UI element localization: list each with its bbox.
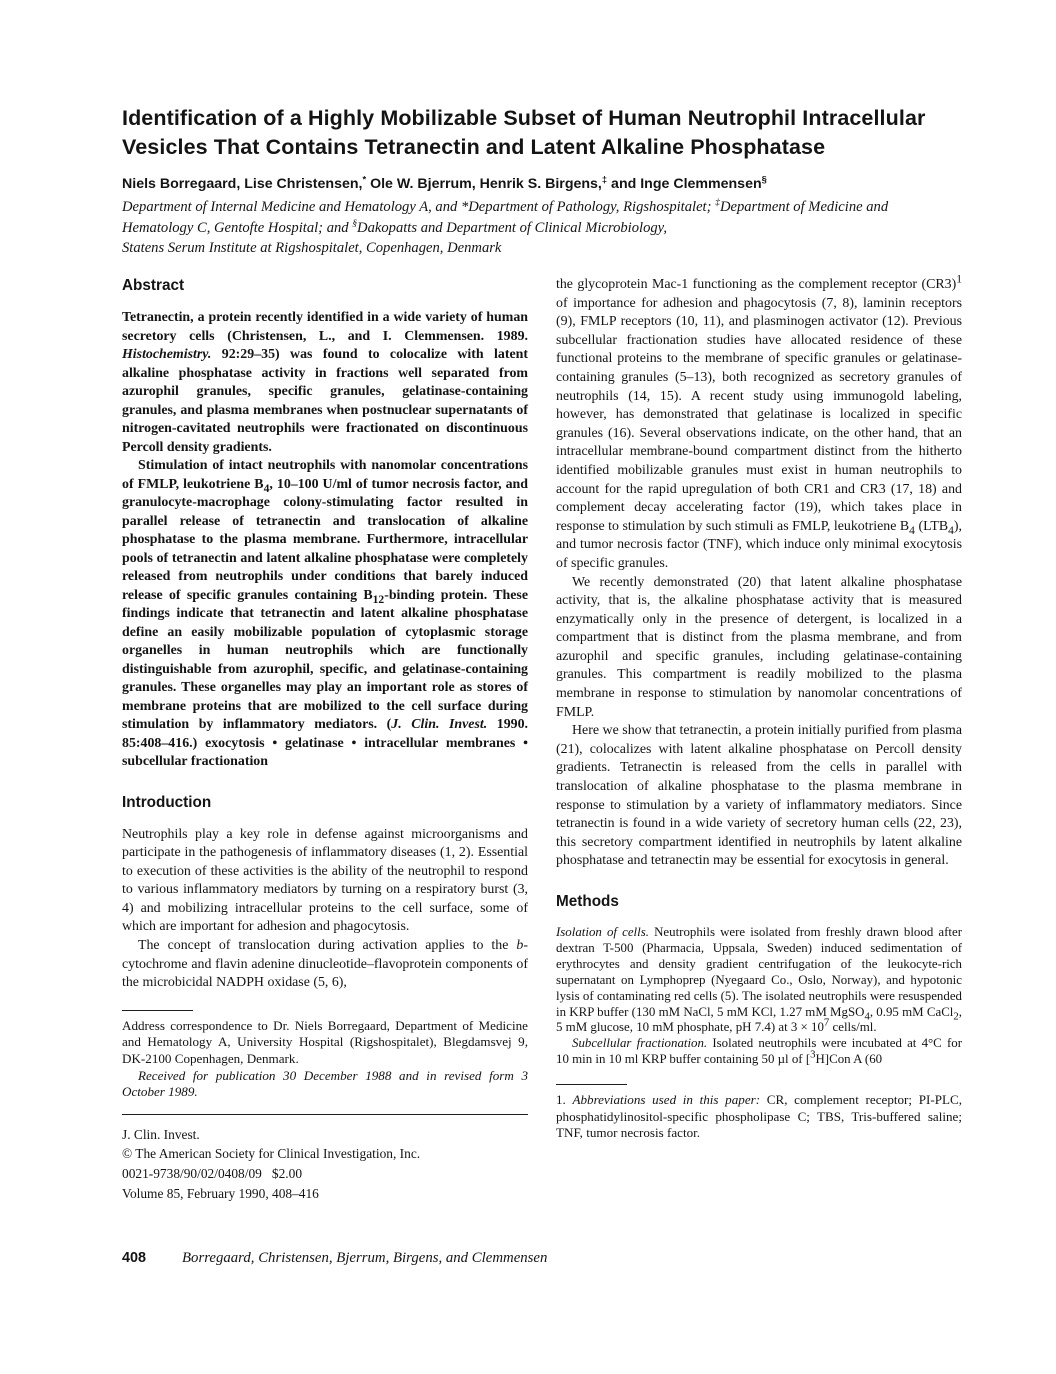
article-header <box>122 104 1022 259</box>
abstract-paragraph-1: Tetranectin, a protein recently identified in a wide variety of human secretory cells (Christensen, L., and I. Clemmensen. 1989. Histochemistry. 92:29–35) was found to colocalize with latent alkaline phosphatase activity in fractions well separated from azurophil granules, specific granules, gelatinase-containing granules, and plasma membranes when postnuclear supernatants of nitrogen-cavitated neutrophils were fractionated on discontinuous Percoll density gradients. <box>122 310 528 455</box>
volume-line: Volume 85, February 1990, 408–416 <box>122 1185 319 1201</box>
affiliation-line-1: Department of Internal Medicine and Hematology A, and *Department of Pathology, Rigshospitalet; ‡Department of Medicine and <box>122 197 889 215</box>
correspondence-address: Address correspondence to Dr. Niels Borregaard, Department of Medicine and Hematology A, University Hospital (Rigshospitalet), Blegdamsvej 9, DK-2100 Copenhagen, Denmark. <box>122 1017 528 1067</box>
introduction-paragraph-2: The concept of translocation during activation applies to the b-cytochrome and flavin adenine dinucleotide–flavoprotein components of the microbicidal NADPH oxidase (5, 6), <box>122 938 528 991</box>
journal-block-rule <box>122 1114 528 1115</box>
copyright-line: © The American Society for Clinical Investigation, Inc. <box>122 1146 421 1162</box>
abstract-paragraph-2: Stimulation of intact neutrophils with nanomolar concentrations of FMLP, leukotriene $B_4$, 10–100 U/ml of tumor necrosis factor, and granulocyte-macrophage colony-stimulating factor resulted in parallel release of tetranectin and translocation of alkaline phosphatase to the plasma membrane. Furthermore, intracellular pools of tetranectin and latent alkaline phosphatase were completely released from neutrophils under conditions that barely induced release of specific granules containing $B_{12}$-binding protein. These findings indicate that tetranectin and latent alkaline phosphatase define an easily mobilizable population of cytoplasmic storage organelles in human neutrophils which are functionally distinguishable from azurophil, specific, and gelatinase-containing granules. These organelles may play an important role as stores of membrane proteins that are mobilized to the cell surface during stimulation by inflammatory mediators. (J. Clin. Invest. 1990. 85:408–416.) exocytosis • gelatinase • intracellular membranes • subcellular fractionation <box>122 458 529 769</box>
introduction-paragraph-5: Here we show that tetranectin, a protein initially purified from plasma (21), colocalizes with latent alkaline phosphatase on Percoll density gradients. Tetranectin is released from the cells in parallel with translocation of alkaline phosphatase to the plasma membrane in response to stimulation by a variety of inflammatory mediators. Since tetranectin is found in a wide variety of secretory human cells (22, 23), this secretory compartment identified in neutrophils by latent alkaline phosphatase and tetranectin may be essential for exocytosis in general. <box>556 723 962 869</box>
journal-imprint-block <box>122 1125 528 1203</box>
two-column-body <box>122 272 963 1203</box>
methods-heading: Methods <box>556 893 619 910</box>
abstract-heading: Abstract <box>122 277 185 294</box>
footnote-rule <box>556 1084 627 1085</box>
running-authors: Borregaard, Christensen, Bjerrum, Birgens, and Clemmensen <box>182 1250 548 1266</box>
footnote-rule <box>122 1010 193 1011</box>
left-column <box>122 276 528 1203</box>
issn-price-line: 0021-9738/90/02/0408/09 $2.00 <box>122 1166 303 1181</box>
abbreviations-text: 1. Abbreviations used in this paper: CR, complement receptor; PI-PLC, phosphatidylinositol-specific phospholipase C; TBS, Tris-buffered saline; TNF, tumor necrosis factor. <box>556 1092 962 1141</box>
affiliation-line-3: Statens Serum Institute at Rigshospitalet, Copenhagen, Denmark <box>122 240 502 256</box>
article-title: Identification of a Highly Mobilizable Subset of Human Neutrophil Intracellular Vesicles That Contains Tetranectin and Latent Alkaline Phosphatase <box>122 106 926 159</box>
methods-paragraph-2: Subcellular fractionation. Isolated neutrophils were incubated at 4°C for 10 min in 10 ml KRP buffer containing 50 µl of [$^3$H]Con A (60 <box>556 1036 962 1067</box>
introduction-paragraph-3: the glycoprotein Mac-1 functioning as the complement receptor $(CR3)^1$ of importance for adhesion and phagocytosis (7, 8), laminin receptors (9), FMLP receptors (10, 11), and plasminogen activator (12). Previous subcellular fractionation studies have allocated residence of these functional proteins to the membrane of specific granules or gelatinase-containing granules (5–13), both recognized as secretory granules of neutrophils (14, 15). A recent study using immunogold labeling, however, has demonstrated that gelatinase is localized in specific granules (16). Several observations indicate, on the other hand, that an intracellular membrane-bound compartment distinct from the hitherto identified mobilizable granules must exist in human neutrophils to account for the rapid upregulation of both CR1 and CR3 (17, 18) and complement decay accelerating factor (19), which takes place in response to stimulation by such stimuli as FMLP, leukotriene $B_4$ $(LTB_4)$, and tumor necrosis factor (TNF), which induce only minimal exocytosis of specific granules. <box>556 272 962 571</box>
abbreviations-footnote <box>556 1084 962 1142</box>
journal-name: J. Clin. Invest. <box>122 1126 200 1142</box>
page-footer <box>122 1250 547 1267</box>
introduction-paragraph-1: Neutrophils play a key role in defense against microorganisms and participate in the pathogenesis of inflammatory diseases (1, 2). Essential to execution of these activities is the ability of the neutrophil to respond to various inflammatory mediators by turning on a respiratory burst (3, 4) and mobilizing intracellular proteins to the cell surface, some of which are important for adhesion and phagocytosis. <box>122 826 528 935</box>
affiliation-line-2: Hematology C, Gentofte Hospital; and §Dakopatts and Department of Clinical Microbiology, <box>122 217 667 236</box>
author-byline: Niels Borregaard, Lise Christensen,* Ole W. Bjerrum, Henrik S. Birgens,‡ and Inge Clemmensen§ <box>122 174 767 192</box>
received-dates: Received for publication 30 December 1988 and in revised form 3 October 1989. <box>122 1067 528 1100</box>
page-number: 408 <box>122 1250 147 1266</box>
correspondence-footnote <box>122 1010 528 1101</box>
methods-paragraph-1: Isolation of cells. Neutrophils were isolated from freshly drawn blood after dextran T-500 (Pharmacia, Uppsala, Sweden) induced sedimentation of erythrocytes and density gradient centrifugation of the leukocyte-rich supernatant on Lymphoprep (Nyegaard Co., Oslo, Norway), and hypotonic lysis of contaminating red cells (5). The isolated neutrophils were resuspended in KRP buffer (130 mM NaCl, 5 mM KCl, 1.27 mM MgSO$_4$, 0.95 mM CaCl$_2$, 5 mM glucose, 10 mM phosphate, pH 7.4) at $3 \times 10^7$ cells/ml. <box>556 925 963 1035</box>
right-column <box>556 272 963 1203</box>
introduction-heading: Introduction <box>122 793 212 811</box>
introduction-paragraph-4: We recently demonstrated (20) that latent alkaline phosphatase activity, that is, the alkaline phosphatase activity that is measured enzymatically only in the presence of detergent, is localized in a compartment that is distinct from the plasma membrane, and from azurophil and specific granules, including gelatinase-containing granules. This compartment is readily mobilized to the plasma membrane in response to stimulation by nanomolar concentrations of FMLP. <box>556 574 962 720</box>
